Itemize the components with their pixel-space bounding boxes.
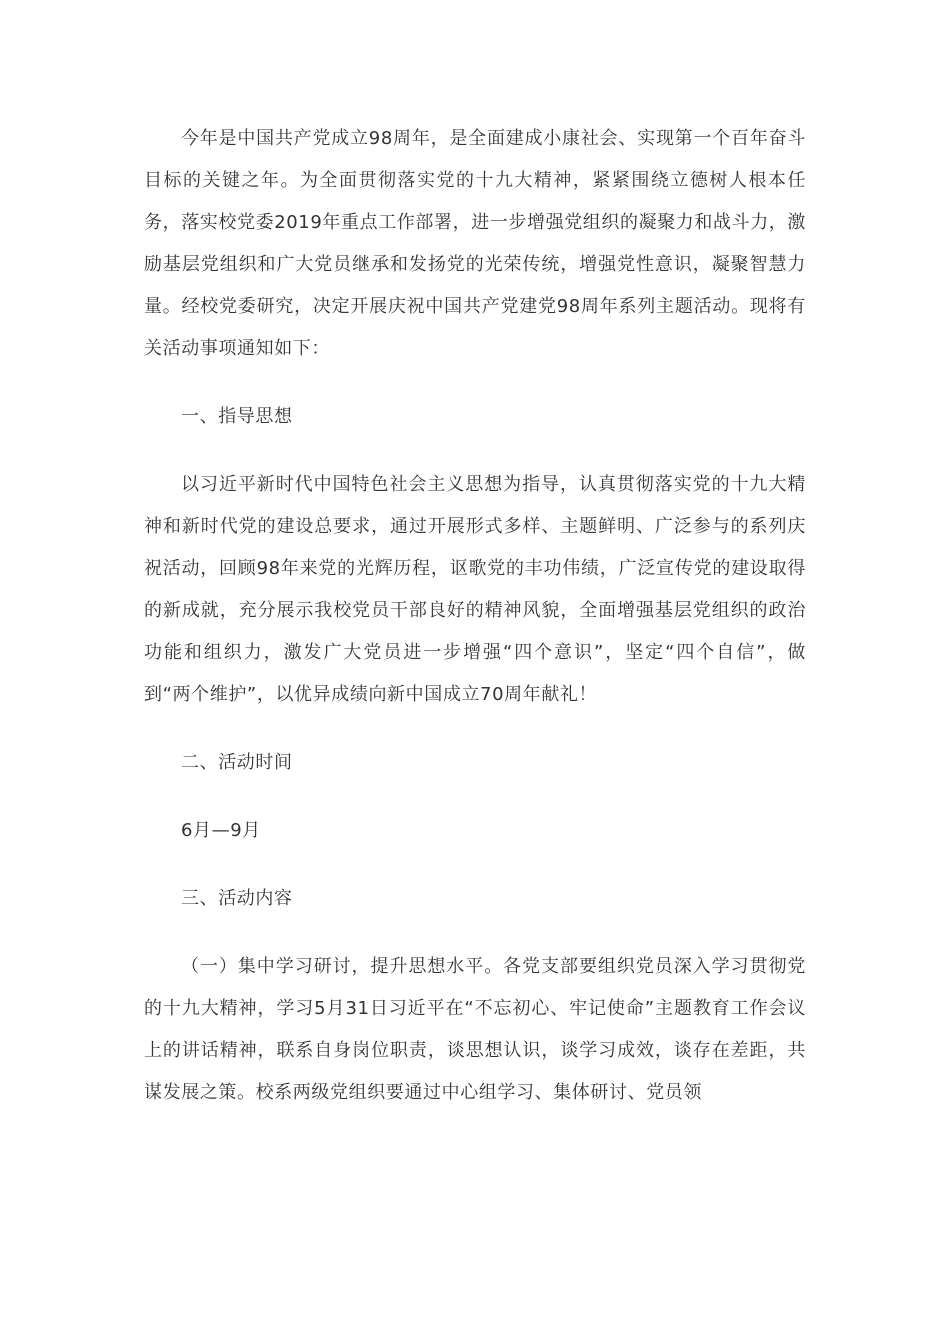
activity-time-value: 6月—9月	[181, 820, 261, 841]
section-heading-activity-time: 二、活动时间	[181, 752, 293, 773]
document-body	[144, 118, 806, 1114]
intro-paragraph: 今年是中国共产党成立98周年，是全面建成小康社会、实现第一个百年奋斗目标的关键之年。为全面贯彻落实党的十九大精神，紧紧围绕立德树人根本任务，落实校党委2019年重点工作部署，进一步增强党组织的凝聚力和战斗力，激励基层党组织和广大党员继承和发扬党的光荣传统，增强党性意识，凝聚智慧力量。经校党委研究，决定开展庆祝中国共产党建党98周年系列主题活动。现将有关活动事项通知如下：	[144, 128, 807, 359]
section-heading-guiding-ideology: 一、指导思想	[181, 406, 293, 427]
section-heading-activity-content: 三、活动内容	[181, 888, 293, 909]
guiding-ideology-paragraph: 以习近平新时代中国特色社会主义思想为指导，认真贯彻落实党的十九大精神和新时代党的建设总要求，通过开展形式多样、主题鲜明、广泛参与的系列庆祝活动，回顾98年来党的光辉历程，讴歌党的丰功伟绩，广泛宣传党的建设取得的新成就，充分展示我校党员干部良好的精神风貌，全面增强基层党组织的政治功能和组织力，激发广大党员进一步增强“四个意识”，坚定“四个自信”，做到“两个维护”，以优异成绩向新中国成立70周年献礼！	[144, 474, 806, 705]
activity-content-item-1: （一）集中学习研讨，提升思想水平。各党支部要组织党员深入学习贯彻党的十九大精神，学习5月31日习近平在“不忘初心、牢记使命”主题教育工作会议上的讲话精神，联系自身岗位职责，谈思想认识，谈学习成效，谈存在差距，共谋发展之策。校系两级党组织要通过中心组学习、集体研讨、党员领	[144, 956, 806, 1103]
